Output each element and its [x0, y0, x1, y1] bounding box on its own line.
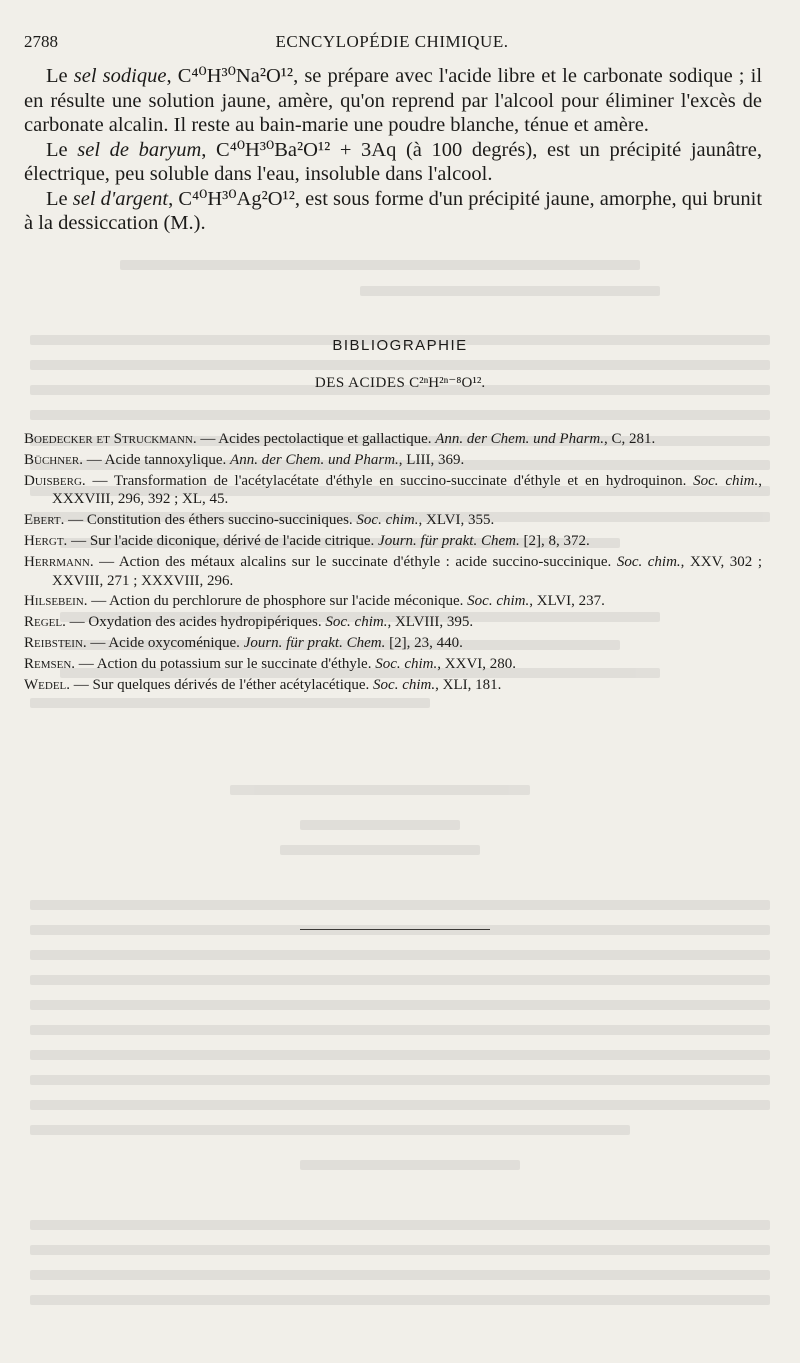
- bleed-line: [120, 260, 640, 270]
- reference-text: — Oxydation des acides hydropipériques.: [65, 614, 326, 631]
- reference-details: , XXXVIII, 296, 392 ; XL, 45.: [52, 472, 762, 508]
- reference-source: Soc. chim.: [325, 614, 388, 631]
- reference-author: Büchner.: [24, 451, 83, 468]
- reference-entry: [24, 451, 762, 470]
- paragraph-text: (à 100 degrés), est un précipité jaunâtre, électrique, peu soluble dans l'eau, insoluble dans l'alcool.: [24, 138, 762, 185]
- running-head: ECNCYLOPÉDIE CHIMIQUE.: [275, 32, 509, 51]
- salt-term: sel d'argent: [72, 187, 169, 210]
- reference-details: , XXVI, 280.: [437, 655, 517, 672]
- reference-author: Boedecker et Struckmann.: [24, 431, 197, 447]
- reference-source: Soc. chim.: [693, 472, 759, 489]
- reference-author: Hergt.: [24, 532, 68, 549]
- reference-text: — Acide tannoxylique.: [82, 451, 231, 468]
- bleed-line: [280, 845, 480, 855]
- bleed-line: [30, 360, 770, 370]
- reference-details: [2], 8, 372.: [519, 532, 590, 549]
- reference-entry: [24, 676, 762, 695]
- bleed-line: [30, 1050, 770, 1060]
- chemical-formula: C⁴⁰H³⁰Ag²O¹²: [178, 187, 295, 210]
- reference-entry: [24, 511, 762, 530]
- bleed-line: [30, 925, 770, 935]
- bleed-line: [30, 1270, 770, 1280]
- reference-entry: [24, 592, 762, 611]
- reference-source: Ann. der Chem. und Pharm.: [435, 431, 605, 447]
- paragraph-lead: Le: [46, 65, 74, 87]
- reference-text: — Action des métaux alcalins sur le succinate d'éthyle : acide succino-succinique.: [93, 553, 617, 570]
- reference-source: Ann. der Chem. und Pharm.: [230, 451, 399, 468]
- reference-details: , XLI, 181.: [435, 676, 502, 693]
- reference-source: Soc. chim.: [467, 593, 530, 610]
- chemical-formula: C⁴⁰H³⁰Ba²O¹² + 3Aq: [216, 138, 397, 161]
- reference-details: [2], 23, 440.: [385, 634, 463, 651]
- section-divider: [300, 929, 490, 930]
- paragraph-lead: Le: [46, 138, 78, 161]
- reference-author: Hilsebein.: [24, 593, 88, 610]
- reference-details: , XLVI, 355.: [418, 512, 495, 529]
- reference-author: Herrmann.: [24, 553, 94, 570]
- reference-source: Soc. chim.: [373, 676, 436, 693]
- reference-details: , C, 281.: [604, 431, 656, 447]
- reference-entry: [24, 553, 762, 591]
- paragraph-sel-baryum: Le sel de baryum, C⁴⁰H³⁰Ba²O¹² + 3Aq (à 100 degrés), est un précipité jaunâtre, électrique, peu soluble dans l'eau, insoluble dans l'alcool.: [24, 138, 762, 185]
- page-number: 2788: [24, 32, 58, 51]
- bleed-line: [360, 286, 660, 296]
- reference-entry: [24, 532, 762, 551]
- bleed-line: [300, 1160, 520, 1170]
- reference-text: — Transformation de l'acétylacétate d'éthyle en succino-succinate d'éthyle et en hydroquinon.: [85, 472, 694, 489]
- bleed-line: [30, 698, 430, 708]
- paragraph-text: , est sous forme d'un précipité jaune, amorphe, qui brunit à la dessiccation (M.).: [24, 187, 763, 234]
- bleed-line: [30, 950, 770, 960]
- reference-source: Soc. chim.: [616, 553, 681, 570]
- reference-entry: [24, 430, 762, 449]
- bleed-line: [230, 785, 530, 795]
- bleed-line: [30, 1245, 770, 1255]
- reference-text: — Constitution des éthers succino-succiniques.: [64, 512, 357, 529]
- reference-entry: [24, 613, 762, 632]
- paragraph-sel-sodique: Le sel sodique, C⁴⁰H³⁰Na²O¹², se prépare avec l'acide libre et le carbonate sodique ; il en résulte une solution jaune, amère, qu'on reprend par l'alcool pour éliminer l'excès de carbonate alcalin. Il reste au bain-marie une poudre blanche, ténue et amère.: [24, 65, 763, 136]
- reference-details: , XXV, 302 ; XXVIII, 271 ; XXXVIII, 296.: [52, 553, 762, 589]
- paragraph-lead: Le: [46, 187, 73, 210]
- bleed-line: [30, 1025, 770, 1035]
- bleed-line: [30, 1220, 770, 1230]
- reference-author: Ebert.: [24, 512, 65, 529]
- reference-list: [24, 430, 762, 696]
- bleed-line: [300, 820, 460, 830]
- paragraph-sel-argent: Le sel d'argent, C⁴⁰H³⁰Ag²O¹², est sous forme d'un précipité jaune, amorphe, qui brunit à la dessiccation (M.).: [24, 187, 763, 234]
- reference-text: — Acides pectolactique et gallactique.: [196, 431, 436, 447]
- reference-author: Remsen.: [24, 655, 76, 672]
- body-text: [24, 64, 762, 236]
- reference-text: — Action du perchlorure de phosphore sur l'acide méconique.: [87, 593, 468, 610]
- reference-source: Soc. chim.: [356, 512, 419, 529]
- reference-entry: [24, 634, 762, 653]
- reference-entry: [24, 655, 762, 674]
- reference-details: , XLVI, 237.: [529, 593, 605, 610]
- reference-details: , XLVIII, 395.: [387, 614, 474, 631]
- salt-term: sel sodique: [73, 65, 167, 87]
- bleed-line: [30, 410, 770, 420]
- reference-text: — Action du potassium sur le succinate d'éthyle.: [75, 655, 376, 672]
- reference-details: , LIII, 369.: [398, 451, 465, 468]
- bleed-line: [30, 1100, 770, 1110]
- bleed-line: [30, 1125, 630, 1135]
- page-header: [24, 32, 760, 56]
- bleed-line: [30, 1075, 770, 1085]
- reference-text: — Sur l'acide diconique, dérivé de l'acide citrique.: [67, 532, 379, 549]
- bibliography-subtitle: [0, 373, 800, 392]
- reference-text: — Acide oxycoménique.: [86, 634, 244, 651]
- reference-author: Reibstein.: [24, 634, 87, 651]
- reference-author: Duisberg.: [24, 472, 86, 489]
- reference-entry: [24, 472, 762, 510]
- reference-text: — Sur quelques dérivés de l'éther acétylacétique.: [70, 676, 374, 693]
- reference-source: Soc. chim.: [375, 655, 438, 672]
- paragraph-text: , se prépare avec l'acide libre et le carbonate sodique ; il en résulte une solution jaune, amère, qu'on reprend par l'alcool pour éliminer l'excès de carbonate alcalin. Il reste au bain-marie une poudre blanche, ténue et amère.: [24, 65, 763, 136]
- salt-term: sel de baryum: [77, 138, 202, 161]
- reference-source: Journ. für prakt. Chem.: [243, 634, 386, 651]
- reference-author: Regel.: [24, 614, 66, 631]
- bleed-line: [30, 1295, 770, 1305]
- subtitle-formula: C²ⁿH²ⁿ⁻⁸O¹².: [409, 375, 486, 391]
- bleed-line: [30, 900, 770, 910]
- bleed-line: [30, 1000, 770, 1010]
- subtitle-prefix: DES ACIDES: [314, 375, 406, 391]
- reference-author: Wedel.: [24, 676, 71, 693]
- bibliography-title: BIBLIOGRAPHIE: [332, 337, 468, 354]
- chemical-formula: C⁴⁰H³⁰Na²O¹²: [177, 65, 294, 87]
- reference-source: Journ. für prakt. Chem.: [378, 532, 520, 549]
- bleed-line: [30, 975, 770, 985]
